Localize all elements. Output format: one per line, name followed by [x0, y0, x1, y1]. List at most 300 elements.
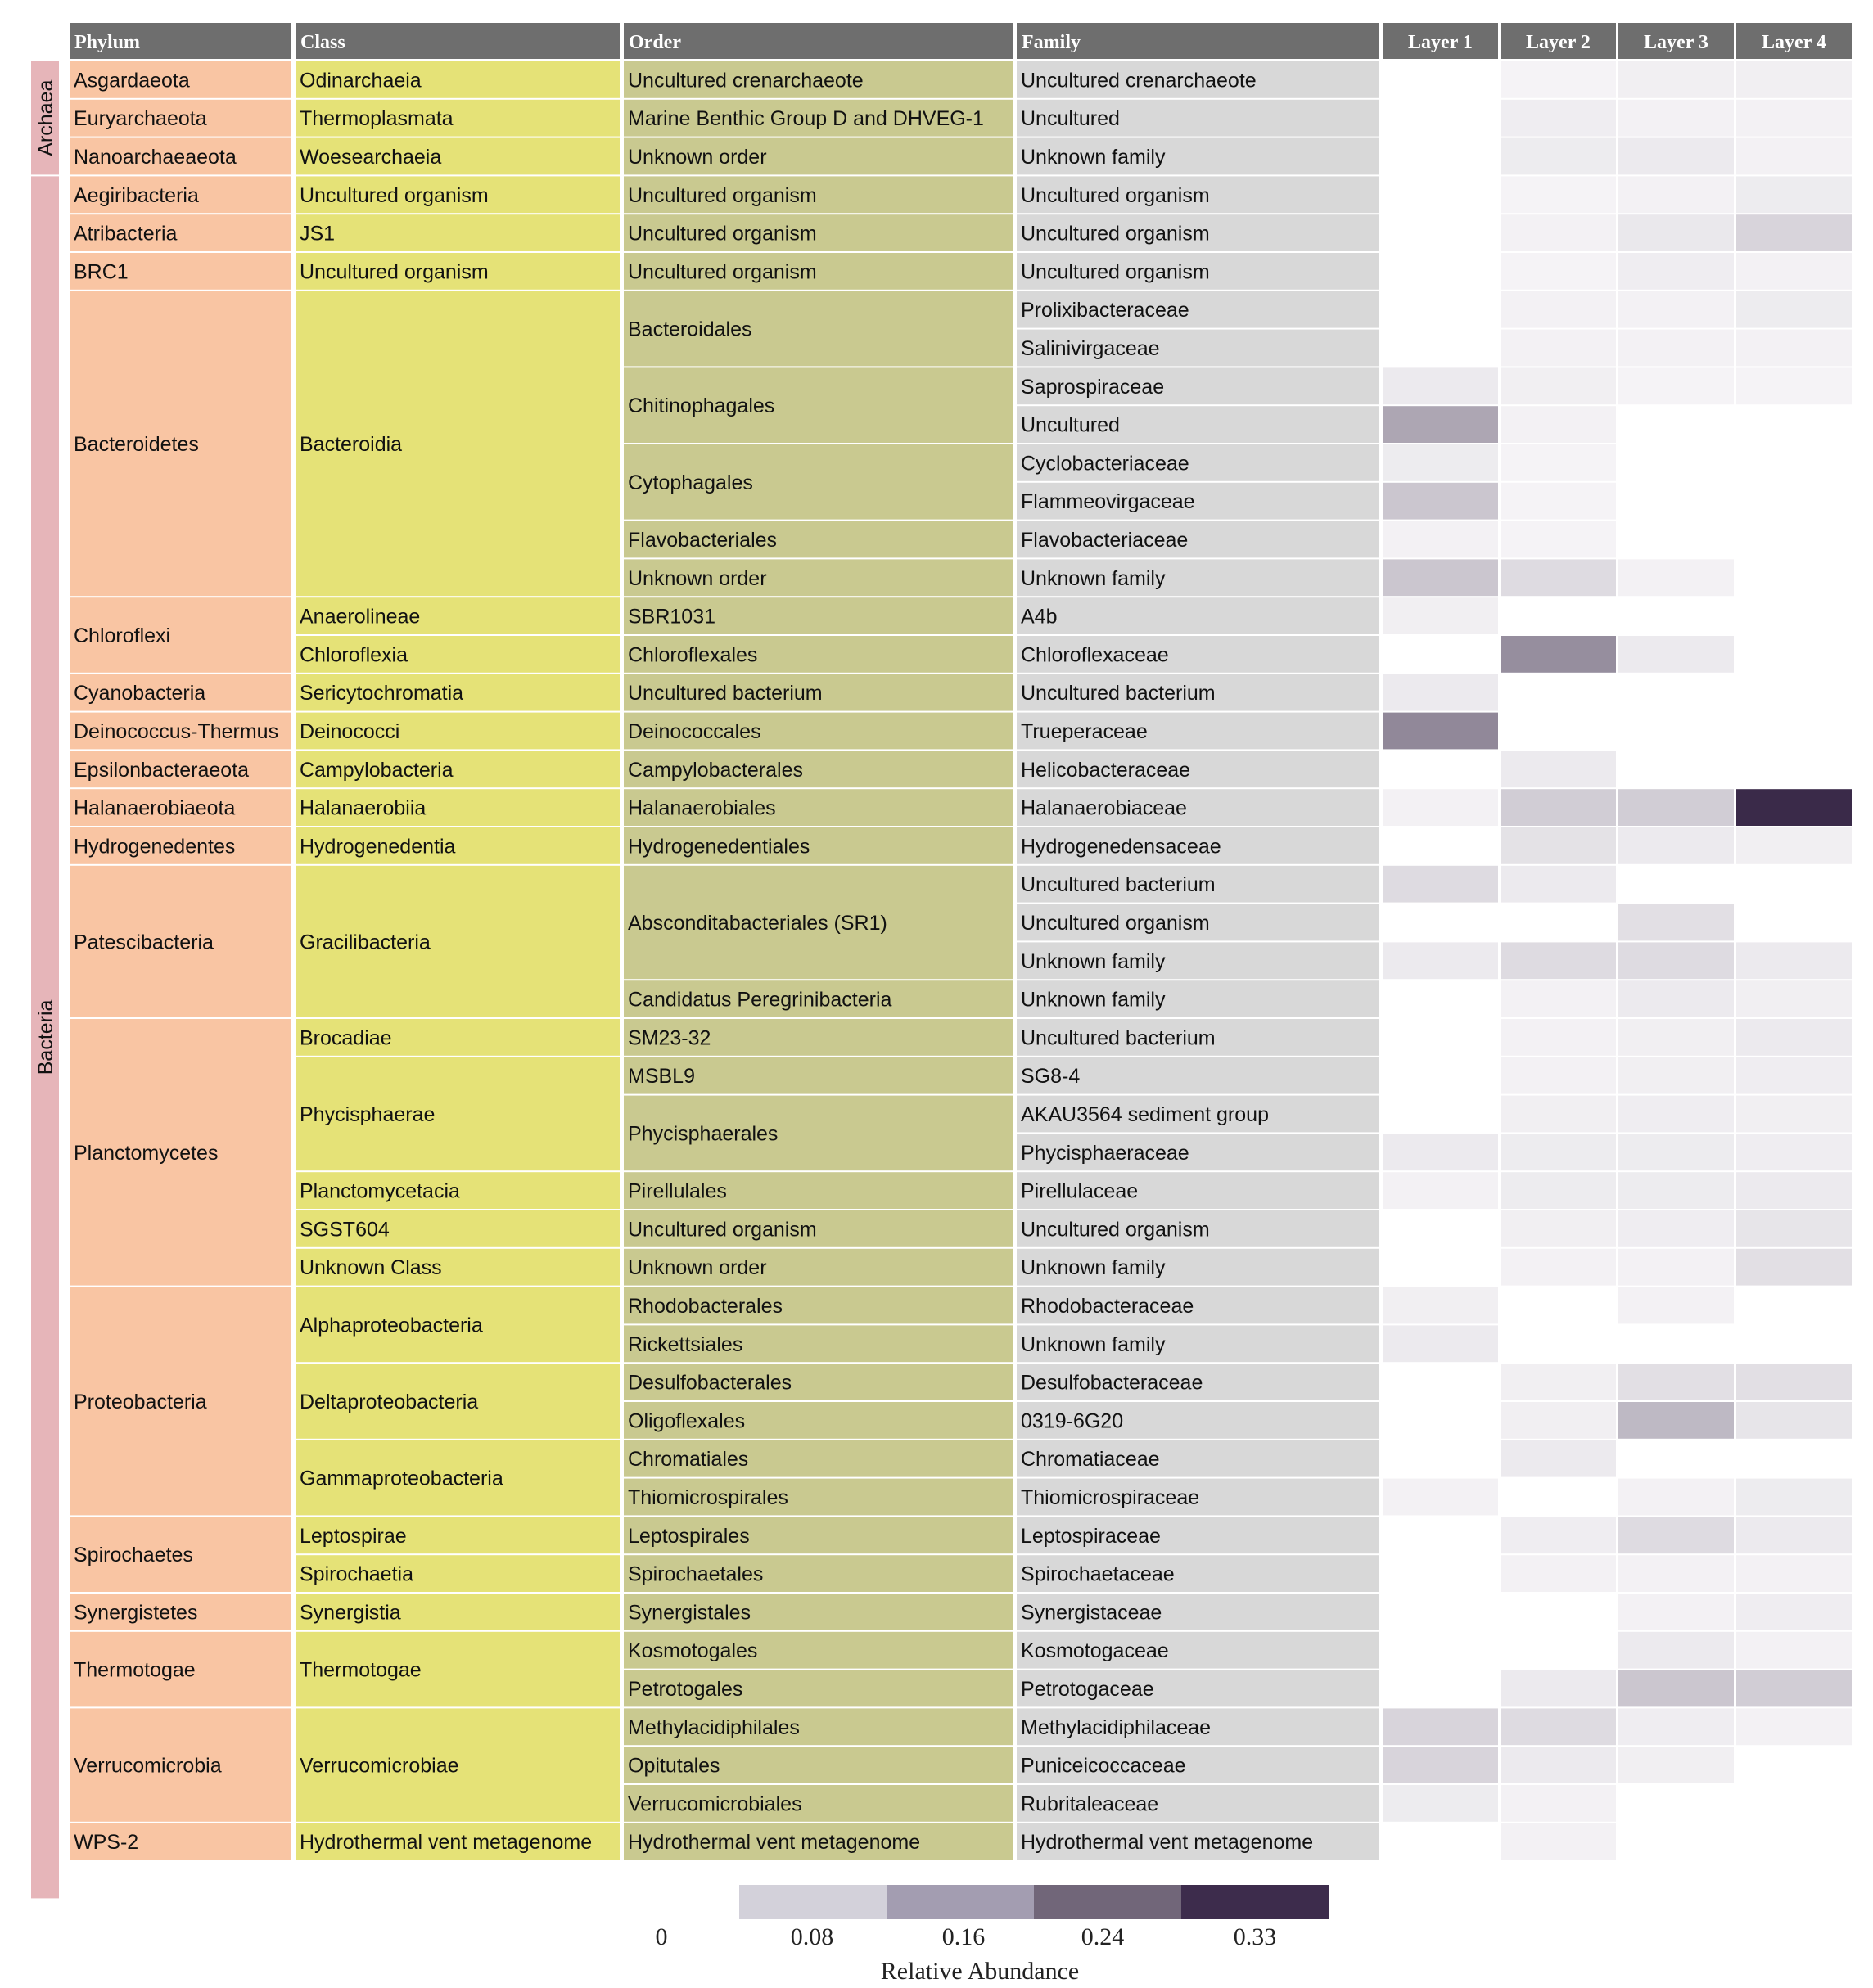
family-label: Methylacidiphilaceae — [1021, 1715, 1212, 1739]
heat-cell — [1618, 367, 1734, 404]
heat-cell — [1383, 1096, 1498, 1133]
heat-cell — [1383, 636, 1498, 673]
heat-cell — [1736, 1402, 1852, 1439]
heat-cell — [1618, 827, 1734, 864]
heat-cell — [1736, 980, 1852, 1017]
class-label: Sericytochromatia — [300, 682, 464, 705]
phylum-label: Nanoarchaeaeota — [74, 146, 237, 169]
heat-cell — [1383, 176, 1498, 213]
class-label: Hydrogenedentia — [300, 835, 456, 859]
heat-cell — [1383, 1594, 1498, 1630]
heat-cell — [1618, 291, 1734, 328]
header-order: Order — [629, 32, 681, 53]
order-label: Uncultured organism — [628, 260, 817, 284]
phylum-label: Epsilonbacteraeota — [74, 758, 250, 782]
order-label: Kosmotogales — [628, 1639, 758, 1663]
heat-cell — [1501, 330, 1616, 367]
heat-cell — [1501, 367, 1616, 404]
family-cell — [1017, 597, 1379, 634]
order-label: Bacteroidales — [628, 318, 752, 341]
phylum-label: Euryarchaeota — [74, 107, 207, 131]
order-label: Opitutales — [628, 1754, 720, 1778]
heat-cell — [1618, 1670, 1734, 1707]
phylum-label: Proteobacteria — [74, 1391, 207, 1413]
heat-cell — [1501, 1364, 1616, 1400]
order-label: Cytophagales — [628, 471, 753, 494]
family-label: AKAU3564 sediment group — [1021, 1103, 1269, 1126]
heat-cell — [1736, 636, 1852, 673]
family-label: Uncultured organism — [1021, 912, 1210, 935]
heat-cell — [1383, 406, 1498, 443]
heat-cell — [1383, 1632, 1498, 1669]
family-label: Petrotogaceae — [1021, 1678, 1154, 1701]
heat-cell — [1383, 559, 1498, 596]
class-label: Leptospirae — [300, 1524, 407, 1548]
heat-cell — [1736, 713, 1852, 750]
order-label: Petrotogales — [628, 1678, 743, 1701]
heat-cell — [1501, 713, 1616, 750]
family-label: Hydrothermal vent metagenome — [1021, 1831, 1314, 1855]
heat-cell — [1501, 521, 1616, 558]
class-label: Unknown Class — [300, 1256, 442, 1280]
heat-cell — [1618, 1594, 1734, 1630]
order-label: Rhodobacterales — [628, 1295, 783, 1318]
order-label: Uncultured organism — [628, 222, 817, 246]
family-label: Pirellulaceae — [1021, 1179, 1139, 1203]
family-label: A4b — [1021, 605, 1058, 629]
class-label: Anaerolineae — [300, 605, 421, 629]
heat-cell — [1736, 866, 1852, 903]
class-label: Phycisphaerae — [300, 1103, 436, 1126]
class-label: Deltaproteobacteria — [300, 1391, 479, 1413]
colorbar-segment — [1034, 1885, 1181, 1919]
heat-cell — [1501, 597, 1616, 634]
heat-cell — [1618, 1632, 1734, 1669]
order-label: Candidatus Peregrinibacteria — [628, 988, 892, 1012]
heat-cell — [1736, 559, 1852, 596]
family-label: Uncultured organism — [1021, 222, 1210, 246]
family-label: Uncultured crenarchaeote — [1021, 69, 1257, 92]
heat-cell — [1501, 138, 1616, 175]
class-label: Campylobacteria — [300, 758, 454, 782]
family-label: Uncultured bacterium — [1021, 873, 1216, 897]
heat-cell — [1501, 1594, 1616, 1630]
heat-cell — [1383, 1747, 1498, 1783]
heat-cell — [1618, 1555, 1734, 1592]
heat-cell — [1618, 1823, 1734, 1860]
heat-cell — [1501, 1517, 1616, 1553]
family-label: Phycisphaeraceae — [1021, 1141, 1189, 1165]
colorbar-legend — [656, 1885, 1329, 1985]
family-label: Uncultured organism — [1021, 260, 1210, 284]
order-label: Uncultured bacterium — [628, 682, 823, 705]
heat-cell — [1736, 61, 1852, 98]
header-class: Class — [300, 32, 345, 53]
heat-cell — [1501, 942, 1616, 979]
heat-cell — [1618, 751, 1734, 787]
heat-cell — [1383, 866, 1498, 903]
heat-cell — [1736, 1134, 1852, 1170]
heat-cell — [1736, 789, 1852, 826]
heat-cell — [1618, 330, 1734, 367]
heat-cell — [1501, 214, 1616, 251]
class-label: Alphaproteobacteria — [300, 1314, 483, 1337]
heat-cell — [1618, 1287, 1734, 1324]
header-layer-1: Layer 1 — [1408, 32, 1473, 53]
heat-cell — [1618, 483, 1734, 520]
order-label: MSBL9 — [628, 1065, 695, 1089]
heat-cell — [1736, 751, 1852, 787]
class-label: Uncultured organism — [300, 183, 489, 207]
heat-cell — [1618, 1479, 1734, 1516]
order-label: Unknown order — [628, 566, 767, 590]
family-label: Helicobacteraceae — [1021, 758, 1191, 782]
order-label: Halanaerobiales — [628, 796, 776, 820]
heat-cell — [1501, 866, 1616, 903]
heat-cell — [1736, 1172, 1852, 1209]
family-label: Chloroflexaceae — [1021, 643, 1169, 667]
phylum-label: Chloroflexi — [74, 624, 171, 647]
order-label: Spirochaetales — [628, 1562, 764, 1586]
class-label: Uncultured organism — [300, 260, 489, 284]
phylum-label: Verrucomicrobia — [74, 1754, 222, 1778]
heat-cell — [1618, 559, 1734, 596]
family-label: Trueperaceae — [1021, 720, 1148, 743]
heat-cell — [1501, 253, 1616, 290]
family-label: Rhodobacteraceae — [1021, 1295, 1194, 1318]
heat-cell — [1501, 1747, 1616, 1783]
phylum-label: Spirochaetes — [74, 1544, 193, 1567]
heat-cell — [1618, 1785, 1734, 1822]
heat-cell — [1736, 176, 1852, 213]
heat-cell — [1618, 1708, 1734, 1745]
heat-cell — [1383, 521, 1498, 558]
heat-cell — [1618, 636, 1734, 673]
family-label: Leptospiraceae — [1021, 1524, 1161, 1548]
heat-cell — [1383, 1172, 1498, 1209]
heat-cell — [1736, 444, 1852, 481]
family-label: Unknown family — [1021, 988, 1166, 1012]
order-label: Methylacidiphilales — [628, 1715, 800, 1739]
heat-cell — [1383, 1210, 1498, 1247]
heat-cell — [1618, 674, 1734, 711]
heat-cell — [1501, 291, 1616, 328]
family-label: Salinivirgaceae — [1021, 337, 1160, 360]
family-label: Uncultured bacterium — [1021, 682, 1216, 705]
heat-cell — [1736, 138, 1852, 175]
order-label: Synergistales — [628, 1601, 751, 1625]
family-label: Saprospiraceae — [1021, 375, 1165, 399]
heat-cell — [1736, 1364, 1852, 1400]
phylum-label: Asgardaeota — [74, 69, 190, 92]
order-label: Verrucomicrobiales — [628, 1792, 802, 1816]
order-label: Thiomicrospirales — [628, 1486, 788, 1509]
heat-cell — [1383, 61, 1498, 98]
heat-cell — [1736, 100, 1852, 137]
order-label: Chloroflexales — [628, 643, 758, 667]
heat-cell — [1383, 253, 1498, 290]
heat-cell — [1383, 444, 1498, 481]
heat-cell — [1501, 1057, 1616, 1094]
heat-cell — [1618, 1325, 1734, 1362]
class-label: Thermotogae — [300, 1658, 422, 1682]
colorbar-segment — [739, 1885, 887, 1919]
colorbar-tick: 0.33 — [1233, 1923, 1277, 1950]
heat-cell — [1501, 1670, 1616, 1707]
class-cell — [296, 214, 620, 251]
heat-cell — [1618, 1517, 1734, 1553]
family-label: Unknown family — [1021, 1332, 1166, 1356]
heat-cell — [1736, 1785, 1852, 1822]
heat-cell — [1383, 138, 1498, 175]
heat-cell — [1383, 1823, 1498, 1860]
class-column — [296, 61, 620, 1860]
heat-cell — [1383, 904, 1498, 941]
family-label: Prolixibacteraceae — [1021, 299, 1189, 322]
heat-cell — [1618, 1057, 1734, 1094]
class-label: Thermoplasmata — [300, 107, 454, 131]
class-label: SGST604 — [300, 1218, 390, 1242]
heat-cell — [1618, 138, 1734, 175]
heat-cell — [1501, 100, 1616, 137]
family-label: Uncultured organism — [1021, 183, 1210, 207]
heat-cell — [1618, 904, 1734, 941]
heat-cell — [1501, 1479, 1616, 1516]
heat-cell — [1736, 1249, 1852, 1286]
colorbar-tick: 0.08 — [790, 1923, 834, 1950]
colorbar-tick: 0.24 — [1081, 1923, 1125, 1950]
heat-cell — [1383, 980, 1498, 1017]
heat-cell — [1618, 866, 1734, 903]
class-label: JS1 — [300, 222, 336, 246]
domain-archaea-label: Archaea — [34, 79, 57, 156]
class-label: Deinococci — [300, 720, 400, 743]
family-label: Unknown family — [1021, 146, 1166, 169]
family-column — [1017, 61, 1379, 1860]
order-label: Deinococcales — [628, 720, 761, 743]
phylum-label: Deinococcus-Thermus — [74, 720, 279, 743]
heat-cell — [1501, 559, 1616, 596]
order-label: Unknown order — [628, 1256, 767, 1280]
colorbar-tick: 0 — [655, 1923, 668, 1950]
colorbar-tick: 0.16 — [941, 1923, 986, 1950]
heat-cell — [1736, 1823, 1852, 1860]
heat-cell — [1383, 1019, 1498, 1056]
heat-cell — [1501, 1402, 1616, 1439]
heat-cell — [1618, 444, 1734, 481]
phylum-label: BRC1 — [74, 260, 129, 284]
heat-cell — [1383, 1785, 1498, 1822]
order-label: Hydrogenedentiales — [628, 835, 810, 859]
heat-cell — [1383, 1402, 1498, 1439]
heat-cell — [1383, 1364, 1498, 1400]
class-label: Odinarchaeia — [300, 69, 422, 92]
heat-cell — [1736, 1517, 1852, 1553]
heat-cell — [1618, 1210, 1734, 1247]
phylum-label: WPS-2 — [74, 1831, 139, 1855]
header-order-bg — [624, 23, 1013, 59]
family-label: Uncultured organism — [1021, 1218, 1210, 1242]
family-label: Unknown family — [1021, 566, 1166, 590]
heat-cell — [1618, 980, 1734, 1017]
heat-cell — [1501, 1555, 1616, 1592]
heat-cell — [1736, 1057, 1852, 1094]
heat-cell — [1618, 713, 1734, 750]
heat-cell — [1736, 521, 1852, 558]
heat-cell — [1383, 1479, 1498, 1516]
heat-cell — [1736, 1287, 1852, 1324]
heat-cell — [1501, 827, 1616, 864]
heat-cell — [1501, 1325, 1616, 1362]
heat-cell — [1736, 1632, 1852, 1669]
family-label: Desulfobacteraceae — [1021, 1371, 1203, 1395]
phylum-label: Planctomycetes — [74, 1141, 219, 1165]
heat-cell — [1501, 1823, 1616, 1860]
heat-cell — [1618, 1134, 1734, 1170]
heat-cell — [1383, 483, 1498, 520]
domain-column — [31, 61, 59, 1898]
heat-cell — [1736, 827, 1852, 864]
phylum-label: Atribacteria — [74, 222, 178, 246]
header-family: Family — [1022, 32, 1081, 53]
heat-cell — [1501, 789, 1616, 826]
heat-cell — [1736, 1555, 1852, 1592]
heat-cell — [1736, 406, 1852, 443]
order-label: Chromatiales — [628, 1448, 749, 1472]
heat-cell — [1618, 1019, 1734, 1056]
order-label: SBR1031 — [628, 605, 716, 629]
order-label: Chitinophagales — [628, 394, 775, 418]
header-layer-4: Layer 4 — [1762, 32, 1826, 53]
class-label: Bacteroidia — [300, 433, 403, 456]
heat-cell — [1383, 367, 1498, 404]
heat-cell — [1383, 100, 1498, 137]
heat-cell — [1383, 291, 1498, 328]
heat-cell — [1383, 942, 1498, 979]
phylum-label: Bacteroidetes — [74, 433, 199, 456]
heat-cell — [1736, 214, 1852, 251]
heat-cell — [1383, 751, 1498, 787]
heat-cell — [1618, 61, 1734, 98]
family-label: Puniceicoccaceae — [1021, 1754, 1186, 1778]
heat-cell — [1618, 1172, 1734, 1209]
family-label: Flammeovirgaceae — [1021, 490, 1195, 514]
heat-cell — [1736, 597, 1852, 634]
phylum-label: Hydrogenedentes — [74, 835, 236, 859]
phylum-label: Patescibacteria — [74, 931, 214, 954]
order-column — [624, 61, 1013, 1860]
heat-cell — [1736, 904, 1852, 941]
phylum-label: Halanaerobiaeota — [74, 796, 236, 820]
class-label: Synergistia — [300, 1601, 401, 1625]
order-label: Uncultured organism — [628, 1218, 817, 1242]
table-header — [70, 23, 1852, 59]
heat-cell — [1383, 597, 1498, 634]
heat-cell — [1383, 1057, 1498, 1094]
domain-bacteria-label: Bacteria — [34, 999, 57, 1075]
header-layer-3: Layer 3 — [1644, 32, 1708, 53]
header-layer-2: Layer 2 — [1526, 32, 1591, 53]
heat-cell — [1618, 1402, 1734, 1439]
order-label: Oligoflexales — [628, 1409, 746, 1433]
heat-cell — [1383, 1249, 1498, 1286]
order-label: Pirellulales — [628, 1179, 727, 1203]
colorbar-title: Relative Abundance — [880, 1958, 1080, 1985]
heat-cell — [1383, 1440, 1498, 1477]
order-label: Hydrothermal vent metagenome — [628, 1831, 921, 1855]
family-label: Halanaerobiaceae — [1021, 796, 1187, 820]
phylum-label: Thermotogae — [74, 1658, 196, 1682]
family-label: 0319-6G20 — [1021, 1409, 1124, 1433]
heat-cell — [1501, 1096, 1616, 1133]
order-label: Phycisphaerales — [628, 1122, 779, 1146]
family-label: Spirochaetaceae — [1021, 1562, 1175, 1586]
class-label: Gammaproteobacteria — [300, 1467, 503, 1490]
heat-cell — [1501, 1172, 1616, 1209]
heat-cell — [1736, 1594, 1852, 1630]
class-label: Chloroflexia — [300, 643, 408, 667]
heat-cell — [1736, 1440, 1852, 1477]
heat-cell — [1501, 1210, 1616, 1247]
heat-cell — [1618, 406, 1734, 443]
family-label: Cyclobacteriaceae — [1021, 452, 1189, 476]
heat-cell — [1501, 61, 1616, 98]
heat-cell — [1501, 1632, 1616, 1669]
family-label: Synergistaceae — [1021, 1601, 1162, 1625]
order-label: Flavobacteriales — [628, 529, 778, 552]
heat-cell — [1501, 904, 1616, 941]
heat-cell — [1501, 1708, 1616, 1745]
order-label: Unknown order — [628, 146, 767, 169]
heat-cell — [1618, 1440, 1734, 1477]
family-label: Uncultured bacterium — [1021, 1026, 1216, 1050]
family-label: Uncultured — [1021, 107, 1120, 131]
heat-cell — [1736, 1096, 1852, 1133]
heat-cell — [1618, 1096, 1734, 1133]
order-label: Leptospirales — [628, 1524, 750, 1548]
heat-cell — [1618, 214, 1734, 251]
phylum-column — [70, 61, 291, 1860]
heat-cell — [1618, 176, 1734, 213]
heat-cell — [1736, 1210, 1852, 1247]
class-label: Verrucomicrobiae — [300, 1754, 459, 1778]
heat-cell — [1618, 942, 1734, 979]
class-label: Spirochaetia — [300, 1562, 413, 1586]
heat-cell — [1383, 674, 1498, 711]
heat-cell — [1383, 1670, 1498, 1707]
order-label: Absconditabacteriales (SR1) — [628, 912, 887, 935]
heat-cell — [1618, 100, 1734, 137]
heat-cell — [1736, 674, 1852, 711]
family-label: Thiomicrospiraceae — [1021, 1486, 1200, 1509]
heat-cell — [1736, 1670, 1852, 1707]
order-label: Campylobacterales — [628, 758, 803, 782]
phylum-label: Cyanobacteria — [74, 682, 206, 705]
heat-cell — [1501, 1287, 1616, 1324]
order-label: Uncultured crenarchaeote — [628, 69, 864, 92]
colorbar-segment — [887, 1885, 1034, 1919]
family-label: Kosmotogaceae — [1021, 1639, 1169, 1663]
heat-cell — [1383, 1708, 1498, 1745]
heat-cell — [1501, 1249, 1616, 1286]
family-label: SG8-4 — [1021, 1065, 1081, 1089]
heat-cell — [1383, 1287, 1498, 1324]
heat-cell — [1618, 1364, 1734, 1400]
heat-cell — [1501, 1134, 1616, 1170]
heat-cell — [1736, 253, 1852, 290]
family-label: Rubritaleaceae — [1021, 1792, 1159, 1816]
heat-cell — [1501, 751, 1616, 787]
